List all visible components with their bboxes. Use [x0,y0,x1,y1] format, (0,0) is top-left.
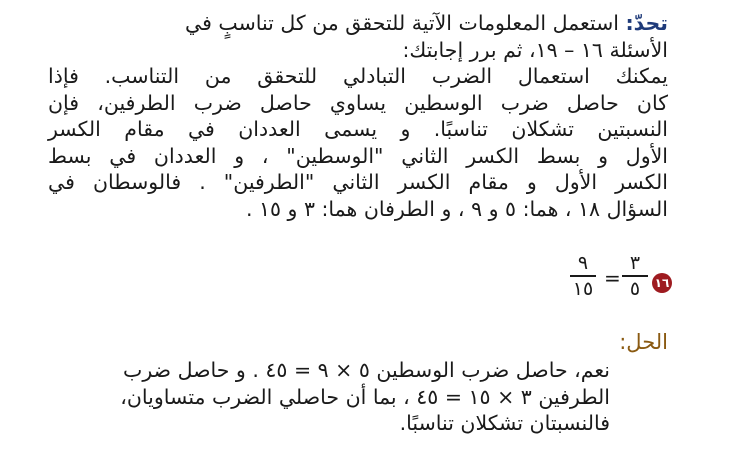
solution-title: الحل: [619,330,668,354]
left-fraction [622,252,648,300]
challenge-intro-line-2: الأسئلة ١٦ – ١٩، ثم برر إجابتك: [402,37,668,62]
solution-block [120,357,610,437]
solution-line: الطرفين ٣ × ١٥ = ٤٥ ، بما أن حاصلي الضرب متساويان، [120,384,610,409]
fraction-bar [570,275,596,277]
challenge-body-line: الكسر الأول و مقام الكسر الثاني "الطرفين" . فالوسطان في [48,170,668,194]
solution-line: فالنسبتان تشكلان تناسبًا. [399,411,610,435]
problem-16 [570,252,680,312]
problem-number-badge: ١٦ [652,273,672,293]
challenge-title: تحدّ: [625,11,668,35]
fraction-bar [622,275,648,277]
fraction-numerator: ٩ [577,252,589,274]
fraction-denominator: ٥ [629,278,641,300]
fraction-denominator: ١٥ [572,278,594,300]
challenge-body-line: النسبتين تشكلان تناسبًا. و يسمى العددان في مقام الكسر [48,117,668,141]
challenge-block [48,10,668,222]
challenge-body-line: الأول و بسط الكسر الثاني "الوسطين" ، و العددان في بسط [48,143,668,168]
solution-line: نعم، حاصل ضرب الوسطين ٥ × ٩ = ٤٥ . و حاصل ضرب [123,358,610,382]
challenge-body-line: يمكنك استعمال الضرب التبادلي للتحقق من التناسب. فإذا [48,64,668,88]
challenge-body-line: كان حاصل ضرب الوسطين يساوي حاصل ضرب الطرفين، فإن [48,90,668,115]
challenge-intro-line-1: تحدّ: استعمل المعلومات الآتية للتحقق من كل تناسبٍ في [185,11,668,35]
fraction-numerator: ٣ [629,252,641,274]
challenge-body-line: السؤال ١٨ ، هما: ٥ و ٩ ، و الطرفان هما: ٣ و ١٥ . [245,196,668,221]
right-fraction [570,252,596,300]
equals-sign: = [604,266,621,290]
